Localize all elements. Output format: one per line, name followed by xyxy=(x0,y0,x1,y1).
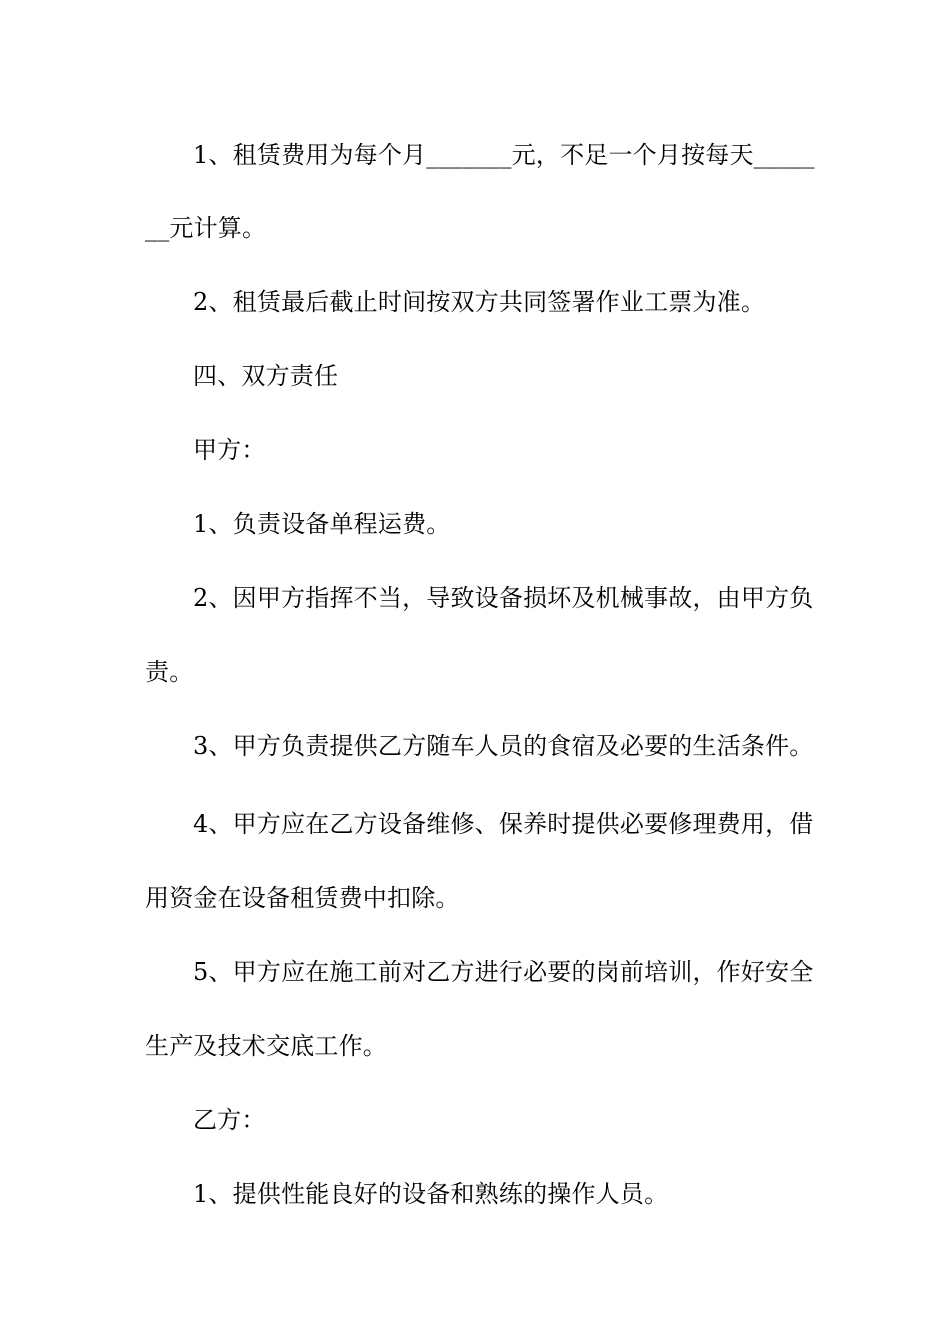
party-a-item-4-line-1: 4、甲方应在乙方设备维修、保养时提供必要修理费用，借 xyxy=(193,810,814,838)
party-a-item-5-line-2: 生产及技术交底工作。 xyxy=(145,1032,387,1060)
party-a-item-1: 1、负责设备单程运费。 xyxy=(193,510,451,538)
clause-rent-fee-line-2: __元计算。 xyxy=(145,214,267,242)
clause-rent-fee-line-1: 1、租赁费用为每个月_______元，不足一个月按每天_____ xyxy=(193,141,815,169)
party-b-heading: 乙方： xyxy=(193,1106,266,1134)
party-a-item-2-line-2: 责。 xyxy=(145,658,194,686)
party-a-item-4-line-2: 用资金在设备租赁费中扣除。 xyxy=(145,884,460,912)
party-a-heading: 甲方： xyxy=(193,436,266,464)
section-heading-responsibilities: 四、双方责任 xyxy=(193,362,339,390)
party-b-item-1: 1、提供性能良好的设备和熟练的操作人员。 xyxy=(193,1180,669,1208)
party-a-item-2-line-1: 2、因甲方指挥不当，导致设备损坏及机械事故，由甲方负 xyxy=(193,584,814,612)
clause-rent-end-time: 2、租赁最后截止时间按双方共同签署作业工票为准。 xyxy=(193,288,766,316)
party-a-item-5-line-1: 5、甲方应在施工前对乙方进行必要的岗前培训，作好安全 xyxy=(193,958,814,986)
party-a-item-3: 3、甲方负责提供乙方随车人员的食宿及必要的生活条件。 xyxy=(193,732,814,760)
